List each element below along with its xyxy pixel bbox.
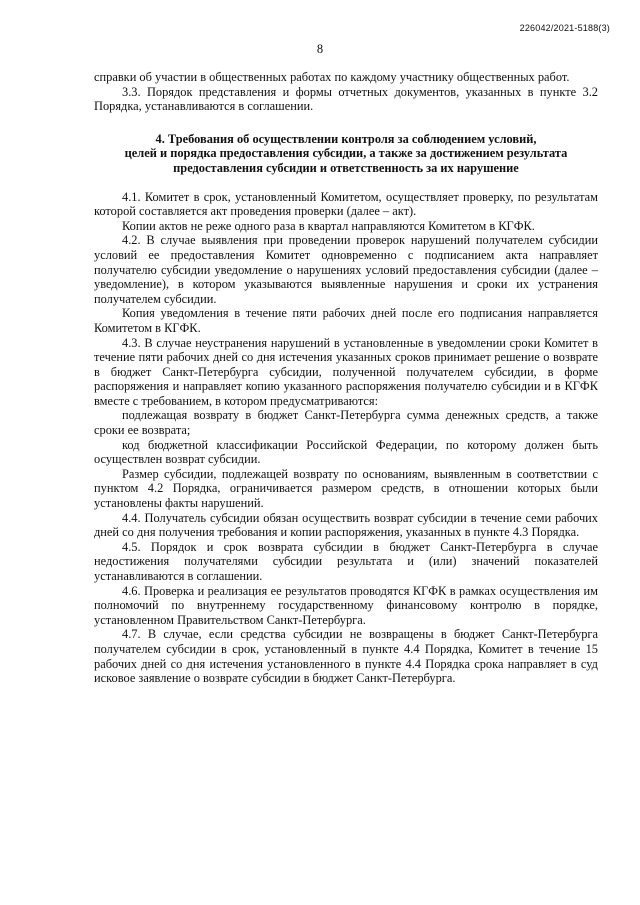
section-heading-line: предоставления субсидии и ответственность за их нарушение (173, 160, 519, 175)
paragraph-subsidy-size: Размер субсидии, подлежащей возврату по основаниям, выявленным в соответствии с пунктом 4.2 Порядка, ограничивается размером средств, в отношении которых были установлены факты нарушений. (94, 466, 598, 511)
paragraph-4-4: 4.4. Получатель субсидии обязан осуществить возврат субсидии в течение семи рабочих дней со дня получения требования и копии распоряжения, указанных в пункте 4.3 Порядка. (94, 510, 598, 540)
section-heading-line: целей и порядка предоставления субсидии, а также за достижением результата (124, 146, 568, 161)
paragraph-3-3: 3.3. Порядок представления и формы отчетных документов, указанных в пункте 3.2 Порядка, устанавливаются в соглашении. (94, 84, 598, 114)
paragraph-acts-copies: Копии актов не реже одного раза в квартал направляются Комитетом в КГФК. (122, 218, 535, 233)
document-id: 226042/2021-5188(3) (519, 23, 610, 33)
paragraph-4-2: 4.2. В случае выявления при проведении проверок нарушений получателем субсидии условий ее предоставления Комитет одновременно с подписанием акта направляет получателю субсидии уведомление о нарушениях условий предоставления субсидии (далее – уведомление), в котором указываются выявленные нарушения и сроки их устранения получателем субсидии. (94, 233, 598, 306)
section-heading-line: 4. Требования об осуществлении контроля за соблюдением условий, (155, 131, 537, 146)
section-4-heading (94, 132, 598, 176)
paragraph-4-1: 4.1. Комитет в срок, установленный Комитетом, осуществляет проверку, по результатам которой составляется акт проведения проверки (далее – акт). (94, 189, 598, 219)
paragraph-4-3: 4.3. В случае неустранения нарушений в установленные в уведомлении сроки Комитет в течение пяти рабочих дней со дня истечения указанных сроков принимает решение о возврате в бюджет Санкт-Петербурга субсидии, полученной получателем субсидии, в форме распоряжения и направляет копию указанного распоряжения получателю субсидии и в КГФК вместе с требованием, в котором предусматриваются: (94, 335, 598, 408)
paragraph-intro-continuation: справки об участии в общественных работах по каждому участнику общественных работ. (94, 70, 570, 84)
paragraph-4-7: 4.7. В случае, если средства субсидии не возвращены в бюджет Санкт-Петербурга получателем субсидии в срок, установленный в пункте 4.4 Порядка, Комитет в течение 15 рабочих дней со дня истечения установленного в пункте 4.4 Порядка срока направляет в суд исковое заявление о возврате субсидии в бюджет Санкт-Петербурга. (94, 627, 598, 686)
paragraph-4-5: 4.5. Порядок и срок возврата субсидии в бюджет Санкт-Петербурга в случае недостижения получателями субсидии результата и (или) значений показателей устанавливаются в соглашении. (94, 539, 598, 583)
paragraph-notice-copy: Копия уведомления в течение пяти рабочих дней после его подписания направляется Комитетом в КГФК. (94, 306, 598, 335)
page-number: 8 (316, 42, 324, 56)
paragraph-4-6: 4.6. Проверка и реализация ее результатов проводятся КГФК в рамках осуществления им полномочий по внутреннему государственному финансовому контролю в порядке, установленном Правительством Санкт-Петербурга. (94, 583, 598, 627)
document-body (94, 70, 598, 686)
paragraph-budget-code: код бюджетной классификации Российской Федерации, по которому должен быть осуществлен возврат субсидии. (94, 437, 598, 467)
paragraph-refund-amount: подлежащая возврату в бюджет Санкт-Петербурга сумма денежных средств, а также сроки ее возврата; (94, 408, 598, 438)
